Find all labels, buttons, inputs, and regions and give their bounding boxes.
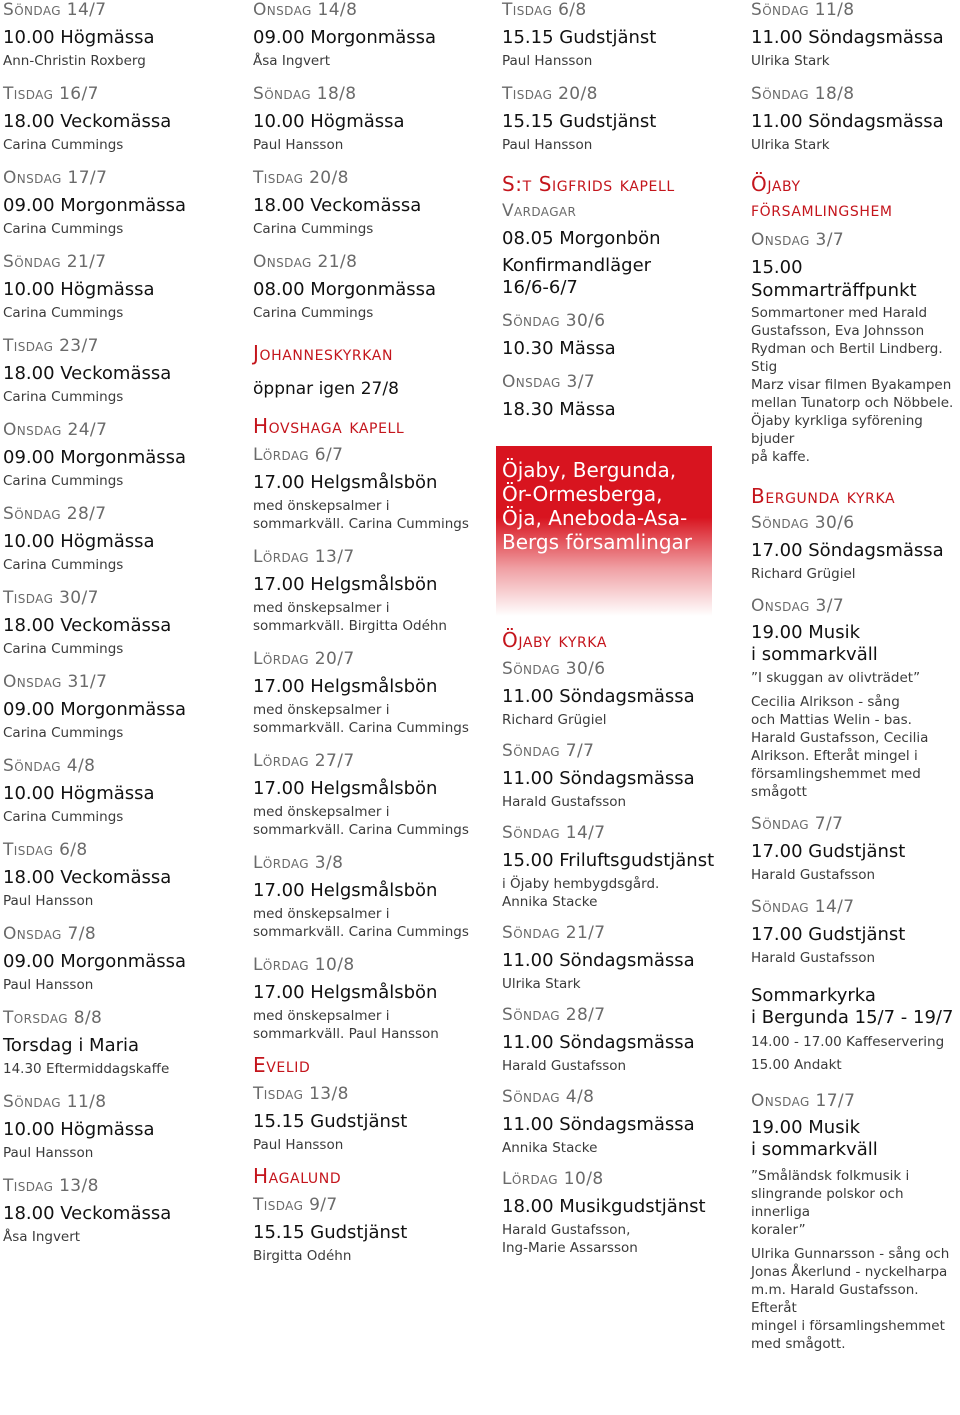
event-block	[502, 0, 742, 70]
event-title: 18.00 Musikgudstjänst	[502, 1196, 706, 1217]
event-note-2: sommarkväll. Carina Cummings	[253, 822, 469, 838]
description-line: ”Småländsk folkmusik i	[751, 1168, 910, 1184]
event-block	[3, 672, 243, 742]
konfirmandlager: Konfirmandläger	[502, 255, 652, 276]
event-date: Söndag 11/8	[751, 0, 855, 20]
event-date: Söndag 14/7	[751, 897, 855, 917]
event-date: Söndag 18/8	[751, 84, 855, 104]
section-heading-st-sigfrids: S:t Sigfrids kapell	[502, 172, 675, 196]
event-person: Harald Gustafsson	[502, 1058, 627, 1074]
section-heading-ojaby-kyrka: Öjaby kyrka	[502, 628, 608, 652]
event-person: Paul Hansson	[253, 1137, 344, 1153]
event-title-2: i sommarkväll	[751, 644, 878, 665]
event-person: Harald Gustafsson,	[502, 1222, 631, 1238]
column-2	[253, 0, 493, 1265]
johanneskyrkan-note: öppnar igen 27/8	[253, 379, 399, 399]
event-date: Onsdag 31/7	[3, 672, 108, 692]
event-title: 09.00 Morgonmässa	[3, 951, 187, 972]
event-title: 10.00 Högmässa	[3, 279, 155, 300]
description-line: Jonas Åkerlund - nyckelharpa	[751, 1264, 948, 1280]
event-title: 19.00 Musik	[751, 622, 860, 643]
event-title: 09.00 Morgonmässa	[3, 447, 187, 468]
event-title: 10.30 Mässa	[502, 338, 616, 359]
description-line: och Mattias Welin - bas.	[751, 712, 912, 728]
event-title: 09.00 Morgonmässa	[3, 699, 187, 720]
event-block	[3, 336, 243, 406]
event-block	[3, 504, 243, 574]
event-date: Tisdag 9/7	[253, 1195, 338, 1215]
event-date: Söndag 14/7	[3, 0, 107, 20]
event-date: Tisdag 23/7	[3, 336, 99, 356]
section-heading-ojaby-forsamlingshem-1: Öjaby	[751, 172, 801, 196]
event-person: Carina Cummings	[3, 473, 124, 489]
event-block	[253, 168, 493, 238]
event-date: Tisdag 6/8	[502, 0, 587, 20]
column-3	[502, 0, 742, 1257]
event-title: Torsdag i Maria	[3, 1035, 140, 1056]
event-person: Richard Grügiel	[502, 712, 607, 728]
parish-banner	[496, 446, 712, 616]
event-block	[3, 840, 243, 910]
event-date: Söndag 14/7	[502, 823, 606, 843]
event-title: 18.00 Veckomässa	[253, 195, 422, 216]
event-block	[253, 445, 493, 533]
event-block	[253, 1084, 493, 1154]
event-title: 10.00 Högmässa	[253, 111, 405, 132]
event-block	[253, 84, 493, 154]
event-title: 10.00 Högmässa	[3, 27, 155, 48]
event-block	[3, 1008, 243, 1078]
event-title: 17.00 Helgsmålsbön	[253, 880, 438, 901]
event-date: Söndag 30/6	[502, 659, 606, 679]
event-date: Tisdag 30/7	[3, 588, 99, 608]
event-block	[502, 741, 742, 811]
event-date: Tisdag 20/8	[502, 84, 598, 104]
event-date: Söndag 28/7	[3, 504, 107, 524]
event-date: Söndag 30/6	[751, 513, 855, 533]
event-block	[3, 420, 243, 490]
event-person: Carina Cummings	[253, 221, 374, 237]
event-date: Onsdag 3/7	[751, 596, 845, 616]
event-title: 18.00 Veckomässa	[3, 867, 172, 888]
event-person: Carina Cummings	[3, 221, 124, 237]
description-line: Gustafsson, Eva Johnsson	[751, 323, 925, 339]
event-block	[253, 0, 493, 70]
event-note-2: sommarkväll. Carina Cummings	[253, 924, 469, 940]
event-title: 11.00 Söndagsmässa	[502, 1032, 695, 1053]
event-title: 18.30 Mässa	[502, 399, 616, 420]
event-title: 11.00 Söndagsmässa	[502, 686, 695, 707]
event-note-2: Ing-Marie Assarsson	[502, 1240, 638, 1256]
description-line: Marz visar filmen Byakampen	[751, 377, 952, 393]
event-block	[3, 168, 243, 238]
event-person: Ulrika Stark	[751, 137, 830, 153]
section-heading-ojaby-forsamlingshem-2: församlingshem	[751, 197, 893, 221]
event-title: 11.00 Söndagsmässa	[502, 1114, 695, 1135]
description-line: mingel i församlingshemmet	[751, 1318, 945, 1334]
event-title: 17.00 Helgsmålsbön	[253, 472, 438, 493]
description-line: Cecilia Alrikson - sång	[751, 694, 900, 710]
event-date: Onsdag 3/7	[502, 372, 596, 392]
sommarkyrka-dates: i Bergunda 15/7 - 19/7	[751, 1007, 954, 1028]
event-title: 11.00 Söndagsmässa	[502, 768, 695, 789]
event-block	[3, 84, 243, 154]
event-block	[3, 1176, 243, 1246]
event-title: 08.00 Morgonmässa	[253, 279, 437, 300]
event-block	[502, 823, 742, 911]
event-date: Onsdag 14/8	[253, 0, 358, 20]
event-title: 17.00 Helgsmålsbön	[253, 778, 438, 799]
event-note: med önskepsalmer i	[253, 1008, 390, 1024]
event-person: Carina Cummings	[3, 557, 124, 573]
event-title: 15.15 Gudstjänst	[253, 1111, 408, 1132]
event-block	[253, 853, 493, 941]
event-date: Tisdag 16/7	[3, 84, 99, 104]
event-note: med önskepsalmer i	[253, 906, 390, 922]
event-person: Paul Hansson	[253, 137, 344, 153]
section-heading-johanneskyrkan: Johanneskyrkan	[253, 341, 394, 365]
event-person: Carina Cummings	[253, 305, 374, 321]
section-heading-hovshaga: Hovshaga kapell	[253, 414, 405, 438]
vardagar-label: Vardagar	[502, 201, 577, 221]
event-date: Lördag 10/8	[253, 955, 355, 975]
event-note-2: sommarkväll. Carina Cummings	[253, 720, 469, 736]
event-block	[253, 547, 493, 635]
event-title: 11.00 Söndagsmässa	[751, 27, 944, 48]
event-quote: ”I skuggan av olivträdet”	[751, 670, 921, 686]
event-note-2: sommarkväll. Carina Cummings	[253, 516, 469, 532]
event-person: Harald Gustafsson	[751, 867, 876, 883]
event-date: Söndag 30/6	[502, 311, 606, 331]
event-block	[3, 924, 243, 994]
section-heading-bergunda: Bergunda kyrka	[751, 484, 896, 508]
event-person: Carina Cummings	[3, 809, 124, 825]
event-person: Paul Hansson	[502, 53, 593, 69]
event-title: 09.00 Morgonmässa	[3, 195, 187, 216]
event-date: Onsdag 17/7	[751, 1091, 856, 1111]
event-title: 10.00 Högmässa	[3, 531, 155, 552]
sommarkyrka-line-1: 14.00 - 17.00 Kaffeservering	[751, 1034, 945, 1050]
event-title: 18.00 Veckomässa	[3, 615, 172, 636]
event-title: 15.00 Friluftsgudstjänst	[502, 850, 715, 871]
event-person: Ulrika Stark	[502, 976, 581, 992]
event-title: 15.15 Gudstjänst	[253, 1222, 408, 1243]
morgonbon: 08.05 Morgonbön	[502, 228, 661, 249]
event-block	[253, 252, 493, 322]
event-date: Onsdag 21/8	[253, 252, 358, 272]
event-block	[502, 372, 742, 421]
description-line: mellan Tunatorp och Nöbbele.	[751, 395, 954, 411]
event-title: 15.00 Sommarträffpunkt	[751, 257, 917, 301]
event-date: Tisdag 6/8	[3, 840, 88, 860]
event-title: 17.00 Helgsmålsbön	[253, 676, 438, 697]
description-line: på kaffe.	[751, 449, 810, 465]
description-line: koraler”	[751, 1222, 806, 1238]
event-block	[502, 1005, 742, 1075]
event-title: 19.00 Musik	[751, 1117, 860, 1138]
event-title: 15.15 Gudstjänst	[502, 27, 657, 48]
event-title: 18.00 Veckomässa	[3, 111, 172, 132]
event-person: Åsa Ingvert	[3, 1229, 81, 1245]
event-note: med önskepsalmer i	[253, 804, 390, 820]
event-block	[3, 252, 243, 322]
event-title: 17.00 Gudstjänst	[751, 924, 906, 945]
event-block	[502, 311, 742, 360]
event-date: Lördag 3/8	[253, 853, 344, 873]
description-line: smågott	[751, 784, 807, 800]
event-person: Paul Hansson	[3, 1145, 94, 1161]
event-person: Carina Cummings	[3, 641, 124, 657]
event-title: 10.00 Högmässa	[3, 1119, 155, 1140]
description-line: Alrikson. Efteråt mingel i	[751, 748, 918, 764]
event-date: Onsdag 7/8	[3, 924, 97, 944]
event-date: Lördag 20/7	[253, 649, 355, 669]
event-note: med önskepsalmer i	[253, 702, 390, 718]
event-title: 09.00 Morgonmässa	[253, 27, 437, 48]
event-person: Paul Hansson	[3, 893, 94, 909]
event-person: i Öjaby hembygdsgård.	[502, 876, 660, 892]
banner-line-4: Bergs församlingar	[502, 530, 692, 554]
description-line: Ulrika Gunnarsson - sång och	[751, 1246, 950, 1262]
event-note: med önskepsalmer i	[253, 600, 390, 616]
event-title: 11.00 Söndagsmässa	[502, 950, 695, 971]
event-person: Åsa Ingvert	[253, 53, 331, 69]
event-date: Tisdag 13/8	[253, 1084, 349, 1104]
event-title: 18.00 Veckomässa	[3, 1203, 172, 1224]
event-title: 17.00 Gudstjänst	[751, 841, 906, 862]
column-4	[751, 0, 960, 1353]
event-person: 14.30 Eftermiddagskaffe	[3, 1061, 170, 1077]
description-line: Öjaby kyrkliga syförening bjuder	[751, 413, 923, 447]
event-title: 18.00 Veckomässa	[3, 363, 172, 384]
banner-line-3: Öja, Aneboda-Asa-	[502, 506, 688, 530]
event-date: Söndag 4/8	[502, 1087, 595, 1107]
event-date: Söndag 28/7	[502, 1005, 606, 1025]
event-person: Paul Hansson	[502, 137, 593, 153]
event-block	[3, 588, 243, 658]
event-person: Carina Cummings	[3, 389, 124, 405]
event-note-2: sommarkväll. Birgitta Odéhn	[253, 618, 447, 634]
sommarkyrka-title: Sommarkyrka	[751, 985, 876, 1006]
event-title: 10.00 Högmässa	[3, 783, 155, 804]
event-date: Lördag 10/8	[502, 1169, 604, 1189]
event-block	[751, 84, 960, 154]
event-title: 17.00 Helgsmålsbön	[253, 574, 438, 595]
event-date: Lördag 13/7	[253, 547, 355, 567]
column-1	[3, 0, 243, 1246]
event-block	[253, 649, 493, 737]
description-line: Harald Gustafsson, Cecilia	[751, 730, 929, 746]
event-person: Annika Stacke	[502, 1140, 598, 1156]
event-date: Söndag 21/7	[502, 923, 606, 943]
event-date: Tisdag 13/8	[3, 1176, 99, 1196]
event-date: Söndag 11/8	[3, 1092, 107, 1112]
sommarkyrka-line-2: 15.00 Andakt	[751, 1057, 842, 1073]
event-block	[751, 0, 960, 70]
event-date: Torsdag 8/8	[3, 1008, 103, 1028]
event-block	[253, 955, 493, 1043]
event-date: Söndag 4/8	[3, 756, 96, 776]
event-person: Carina Cummings	[3, 137, 124, 153]
event-title: 17.00 Helgsmålsbön	[253, 982, 438, 1003]
event-block	[253, 751, 493, 839]
event-date: Söndag 7/7	[751, 814, 844, 834]
event-person: Birgitta Odéhn	[253, 1248, 352, 1264]
event-date: Lördag 27/7	[253, 751, 355, 771]
description-line: slingrande polskor och innerliga	[751, 1186, 904, 1220]
konfirmandlager-dates: 16/6-6/7	[502, 277, 578, 298]
event-title: 17.00 Söndagsmässa	[751, 540, 944, 561]
description-line: Rydman och Bertil Lindberg. Stig	[751, 341, 943, 375]
event-person: Ann-Christin Roxberg	[3, 53, 146, 69]
section-heading-evelid: Evelid	[253, 1053, 311, 1077]
banner-line-2: Ör-Ormesberga,	[502, 482, 663, 506]
event-date: Onsdag 17/7	[3, 168, 108, 188]
event-person: Paul Hansson	[3, 977, 94, 993]
event-block	[502, 1169, 742, 1257]
event-block	[502, 84, 742, 154]
description-line: Sommartoner med Harald	[751, 305, 928, 321]
event-person: Carina Cummings	[3, 725, 124, 741]
event-block	[502, 659, 742, 729]
event-note-2: Annika Stacke	[502, 894, 598, 910]
event-person: Harald Gustafsson	[751, 950, 876, 966]
event-person: Ulrika Stark	[751, 53, 830, 69]
event-block	[502, 923, 742, 993]
event-title: 11.00 Söndagsmässa	[751, 111, 944, 132]
event-title: 15.15 Gudstjänst	[502, 111, 657, 132]
event-person: Carina Cummings	[3, 305, 124, 321]
event-date: Tisdag 20/8	[253, 168, 349, 188]
event-date: Söndag 21/7	[3, 252, 107, 272]
description-line: m.m. Harald Gustafsson. Efteråt	[751, 1282, 919, 1316]
event-block	[3, 756, 243, 826]
event-note: med önskepsalmer i	[253, 498, 390, 514]
event-date: Söndag 7/7	[502, 741, 595, 761]
event-date: Lördag 6/7	[253, 445, 344, 465]
section-heading-hagalund: Hagalund	[253, 1164, 342, 1188]
event-block	[253, 1195, 493, 1265]
event-person: Richard Grügiel	[751, 566, 856, 582]
description-line: församlingshemmet med	[751, 766, 921, 782]
description-line: med smågott.	[751, 1336, 846, 1352]
event-title-2: i sommarkväll	[751, 1139, 878, 1160]
event-date: Onsdag 3/7	[751, 230, 845, 250]
event-block	[3, 1092, 243, 1162]
event-note-2: sommarkväll. Paul Hansson	[253, 1026, 439, 1042]
event-date: Söndag 18/8	[253, 84, 357, 104]
event-person: Harald Gustafsson	[502, 794, 627, 810]
event-date: Onsdag 24/7	[3, 420, 108, 440]
event-block	[502, 1087, 742, 1157]
banner-line-1: Öjaby, Bergunda,	[502, 458, 677, 482]
event-block	[3, 0, 243, 70]
